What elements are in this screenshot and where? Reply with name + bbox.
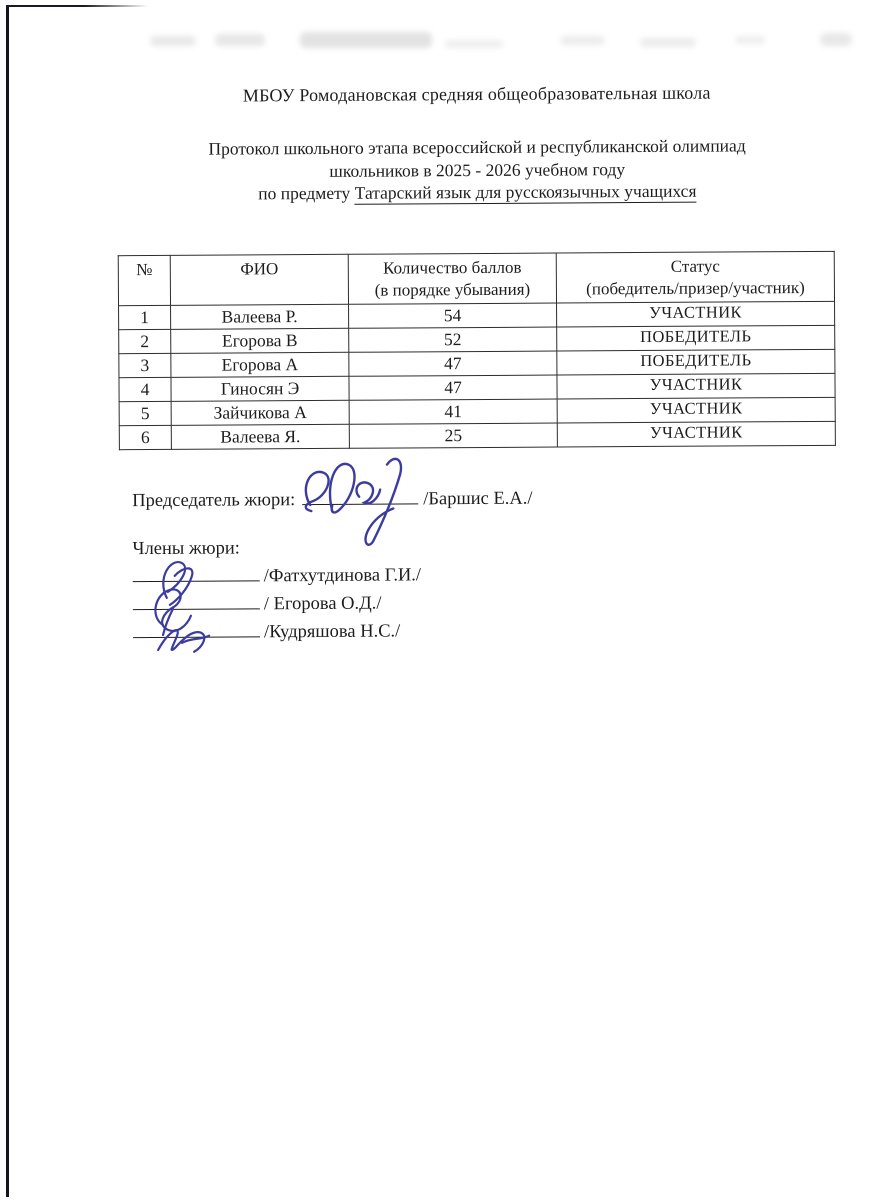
cell-status: ПОБЕДИТЕЛЬ (557, 325, 835, 351)
cell-num: 6 (119, 425, 171, 449)
cell-num: 1 (119, 305, 171, 329)
member-signature-row (133, 619, 421, 644)
chair-signature-row (132, 487, 532, 512)
member-name: /Кудряшова Н.С./ (263, 621, 401, 643)
member-name: / Егорова О.Д./ (263, 593, 382, 615)
cell-num: 2 (119, 329, 171, 353)
col-header-num: № (118, 255, 170, 305)
member-signature-row (133, 591, 421, 616)
col-header-score: Количество баллов (в порядке убывания) (348, 253, 556, 304)
cell-name: Валеева Я. (171, 424, 349, 449)
members-label: Члены жюри: (132, 538, 240, 560)
cell-num: 5 (119, 401, 171, 425)
cell-name: Валеева Р. (171, 304, 349, 329)
subject-name: Татарский язык для русскоязычных учащихся (354, 180, 697, 203)
member-signature-line (133, 620, 260, 638)
cell-status: УЧАСТНИК (557, 397, 835, 423)
cell-score: 25 (349, 423, 557, 448)
cell-score: 41 (349, 399, 557, 424)
members-block (132, 537, 421, 644)
cell-score: 52 (349, 327, 557, 352)
cell-num: 4 (119, 377, 171, 401)
cell-score: 47 (349, 375, 557, 400)
cell-status: УЧАСТНИК (557, 421, 835, 447)
member-signature-row (133, 563, 421, 588)
cell-name: Гиносян Э (171, 376, 349, 401)
cell-name: Егорова А (171, 352, 349, 377)
table-header-row (118, 251, 834, 305)
member-signature-line (133, 564, 260, 582)
cell-status: УЧАСТНИК (557, 373, 835, 399)
cell-score: 47 (349, 351, 557, 376)
protocol-title-block (119, 134, 835, 206)
cell-name: Зайчикова А (171, 400, 349, 425)
protocol-title-line2: школьников в 2025 - 2026 учебном году (329, 158, 626, 181)
protocol-subject-line (119, 179, 835, 206)
table-row (119, 421, 835, 449)
cell-status: УЧАСТНИК (557, 301, 835, 327)
school-name-title: МБОУ Ромодановская средняя общеобразовательная школа (242, 82, 711, 106)
col-header-name: ФИО (170, 254, 348, 305)
chair-label: Председатель жюри: (132, 490, 296, 512)
chair-signature-line (302, 487, 418, 505)
results-table (118, 251, 836, 450)
cell-num: 3 (119, 353, 171, 377)
cell-status: ПОБЕДИТЕЛЬ (557, 349, 835, 375)
member-name: /Фатхутдинова Г.И./ (263, 565, 422, 587)
member-signature-line (133, 592, 260, 610)
subject-prefix: по предмету (258, 182, 355, 204)
cell-name: Егорова В (171, 328, 349, 353)
protocol-title-line1: Протокол школьного этапа всероссийской и республиканской олимпиад (208, 135, 746, 159)
chair-name: /Баршис Е.А./ (423, 488, 533, 510)
cell-score: 54 (349, 303, 557, 328)
col-header-status: Статус (победитель/призер/участник) (556, 251, 834, 303)
